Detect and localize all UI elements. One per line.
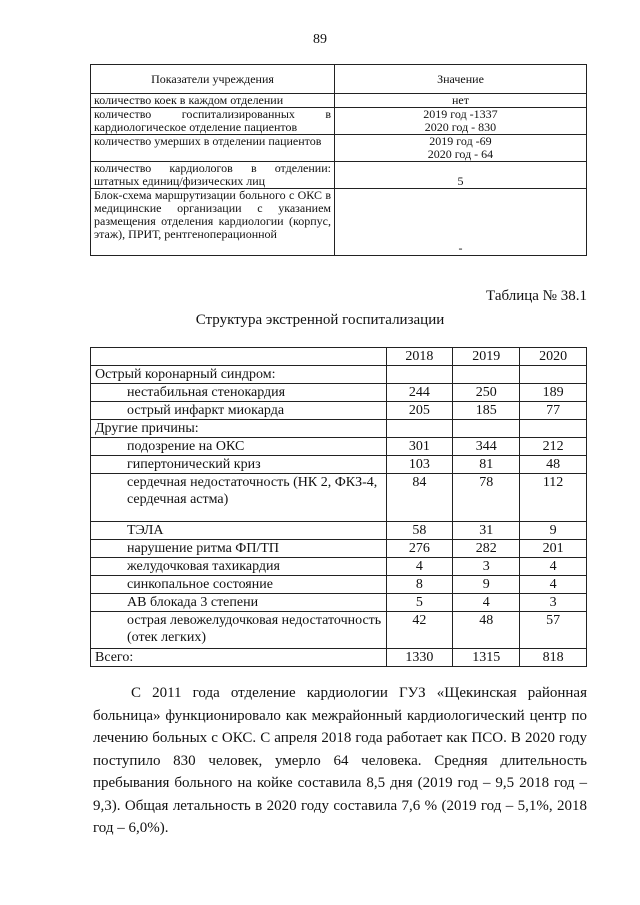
row-value: 78 (453, 474, 520, 522)
row-value: 58 (386, 522, 453, 540)
table-row (91, 402, 587, 420)
row-value (335, 94, 587, 108)
body-paragraph: С 2011 года отделение кардиологии ГУЗ «Щекинская районная больница» функционировало как межрайонный кардиологический центр по лечению больных с ОКС. С апреля 2018 года работает как ПСО. В 2020 году поступило 830 человек, умерло 64 человека. Средняя длительность пребывания больного на койке составила 8,5 дня (2019 год – 9,5 2018 год – 9,3). Общая летальность в 2020 году составила 7,6 % (2019 год – 5,1%, 2018 год – 6,0%). (93, 685, 587, 836)
table-header-row (91, 65, 587, 94)
row-value: 77 (520, 402, 587, 420)
table-row (91, 94, 587, 108)
row-value: 205 (386, 402, 453, 420)
row-value (335, 135, 587, 162)
row-value (520, 420, 587, 438)
row-label: количество госпитализированных в кардиологическое отделение пациентов (91, 108, 335, 135)
table-row (91, 474, 587, 522)
row-value: 344 (453, 438, 520, 456)
row-label: сердечная недостаточность (НК 2, ФКЗ-4, сердечная астма) (91, 474, 387, 522)
row-value: 301 (386, 438, 453, 456)
row-value: 9 (520, 522, 587, 540)
row-label: ТЭЛА (91, 522, 387, 540)
value-line: 2019 год -1337 (423, 107, 498, 121)
year-header: 2020 (520, 348, 587, 366)
value-line: 2019 год -69 (429, 134, 492, 148)
row-value: 103 (386, 456, 453, 474)
table-number: Таблица № 38.1 (486, 288, 587, 304)
table-row (91, 189, 587, 256)
table-row (91, 366, 587, 384)
row-value: 185 (453, 402, 520, 420)
table-row (91, 522, 587, 540)
table-row (91, 456, 587, 474)
value-line: нет (452, 93, 469, 107)
row-label: нарушение ритма ФП/ТП (91, 540, 387, 558)
table-row (91, 135, 587, 162)
row-value: 282 (453, 540, 520, 558)
row-value (335, 189, 587, 256)
row-label: острая левожелудочковая недостаточность (отек легких) (91, 612, 387, 649)
row-value: 3 (520, 594, 587, 612)
row-value (453, 420, 520, 438)
table-header-row (91, 348, 587, 366)
table-row (91, 162, 587, 189)
row-value: 4 (520, 558, 587, 576)
table-title: Структура экстренной госпитализации (195, 312, 445, 328)
row-value: 42 (386, 612, 453, 649)
value-line: 2020 год - 64 (427, 147, 494, 161)
row-value: 250 (453, 384, 520, 402)
year-header: 2019 (453, 348, 520, 366)
row-value: 8 (386, 576, 453, 594)
value-line: - (458, 241, 463, 255)
row-value: 84 (386, 474, 453, 522)
table-row (91, 108, 587, 135)
row-label: желудочковая тахикардия (91, 558, 387, 576)
row-label: Блок-схема маршрутизации больного с ОКС в медицинские организации с указанием размещения отделения кардиологии (корпус, этаж), ПРИТ, рентгеноперационной (91, 189, 335, 256)
row-value: 4 (520, 576, 587, 594)
row-value: 5 (386, 594, 453, 612)
row-value: 818 (520, 649, 587, 667)
row-value: 112 (520, 474, 587, 522)
table-row (91, 558, 587, 576)
header-empty-cell (91, 348, 387, 366)
row-value: 31 (453, 522, 520, 540)
row-value: 9 (453, 576, 520, 594)
row-value: 48 (520, 456, 587, 474)
row-label: синкопальное состояние (91, 576, 387, 594)
row-label: Всего: (91, 649, 387, 667)
row-label: количество кардиологов в отделении: штатных единиц/физических лиц (91, 162, 335, 189)
table-row (91, 649, 587, 667)
row-value: 81 (453, 456, 520, 474)
row-value: 244 (386, 384, 453, 402)
hospital-indicators-table (90, 64, 587, 256)
row-value (335, 108, 587, 135)
page-number: 89 (313, 32, 327, 47)
table-row (91, 384, 587, 402)
row-value (453, 366, 520, 384)
row-value (335, 162, 587, 189)
row-value (386, 366, 453, 384)
row-label: количество коек в каждом отделении (91, 94, 335, 108)
emergency-hospitalization-table (90, 347, 587, 667)
row-label: подозрение на ОКС (91, 438, 387, 456)
row-value: 57 (520, 612, 587, 649)
row-value: 276 (386, 540, 453, 558)
table-row (91, 576, 587, 594)
row-value: 1315 (453, 649, 520, 667)
table-row (91, 438, 587, 456)
row-value: 48 (453, 612, 520, 649)
row-value (386, 420, 453, 438)
table-row (91, 420, 587, 438)
value-line: 2020 год - 830 (424, 120, 497, 134)
row-value: 1330 (386, 649, 453, 667)
row-label: количество умерших в отделении пациентов (91, 135, 335, 162)
value-line: 5 (457, 174, 464, 188)
row-value: 212 (520, 438, 587, 456)
row-value: 3 (453, 558, 520, 576)
row-label: нестабильная стенокардия (91, 384, 387, 402)
row-label: Острый коронарный синдром: (91, 366, 387, 384)
row-value (520, 366, 587, 384)
header-value: Значение (335, 65, 587, 94)
header-indicators: Показатели учреждения (91, 65, 335, 94)
row-label: гипертонический криз (91, 456, 387, 474)
year-header: 2018 (386, 348, 453, 366)
row-label: Другие причины: (91, 420, 387, 438)
row-label: АВ блокада 3 степени (91, 594, 387, 612)
row-value: 201 (520, 540, 587, 558)
row-value: 4 (453, 594, 520, 612)
table-row (91, 594, 587, 612)
row-value: 4 (386, 558, 453, 576)
row-value: 189 (520, 384, 587, 402)
table-row (91, 612, 587, 649)
table-row (91, 540, 587, 558)
row-label: острый инфаркт миокарда (91, 402, 387, 420)
